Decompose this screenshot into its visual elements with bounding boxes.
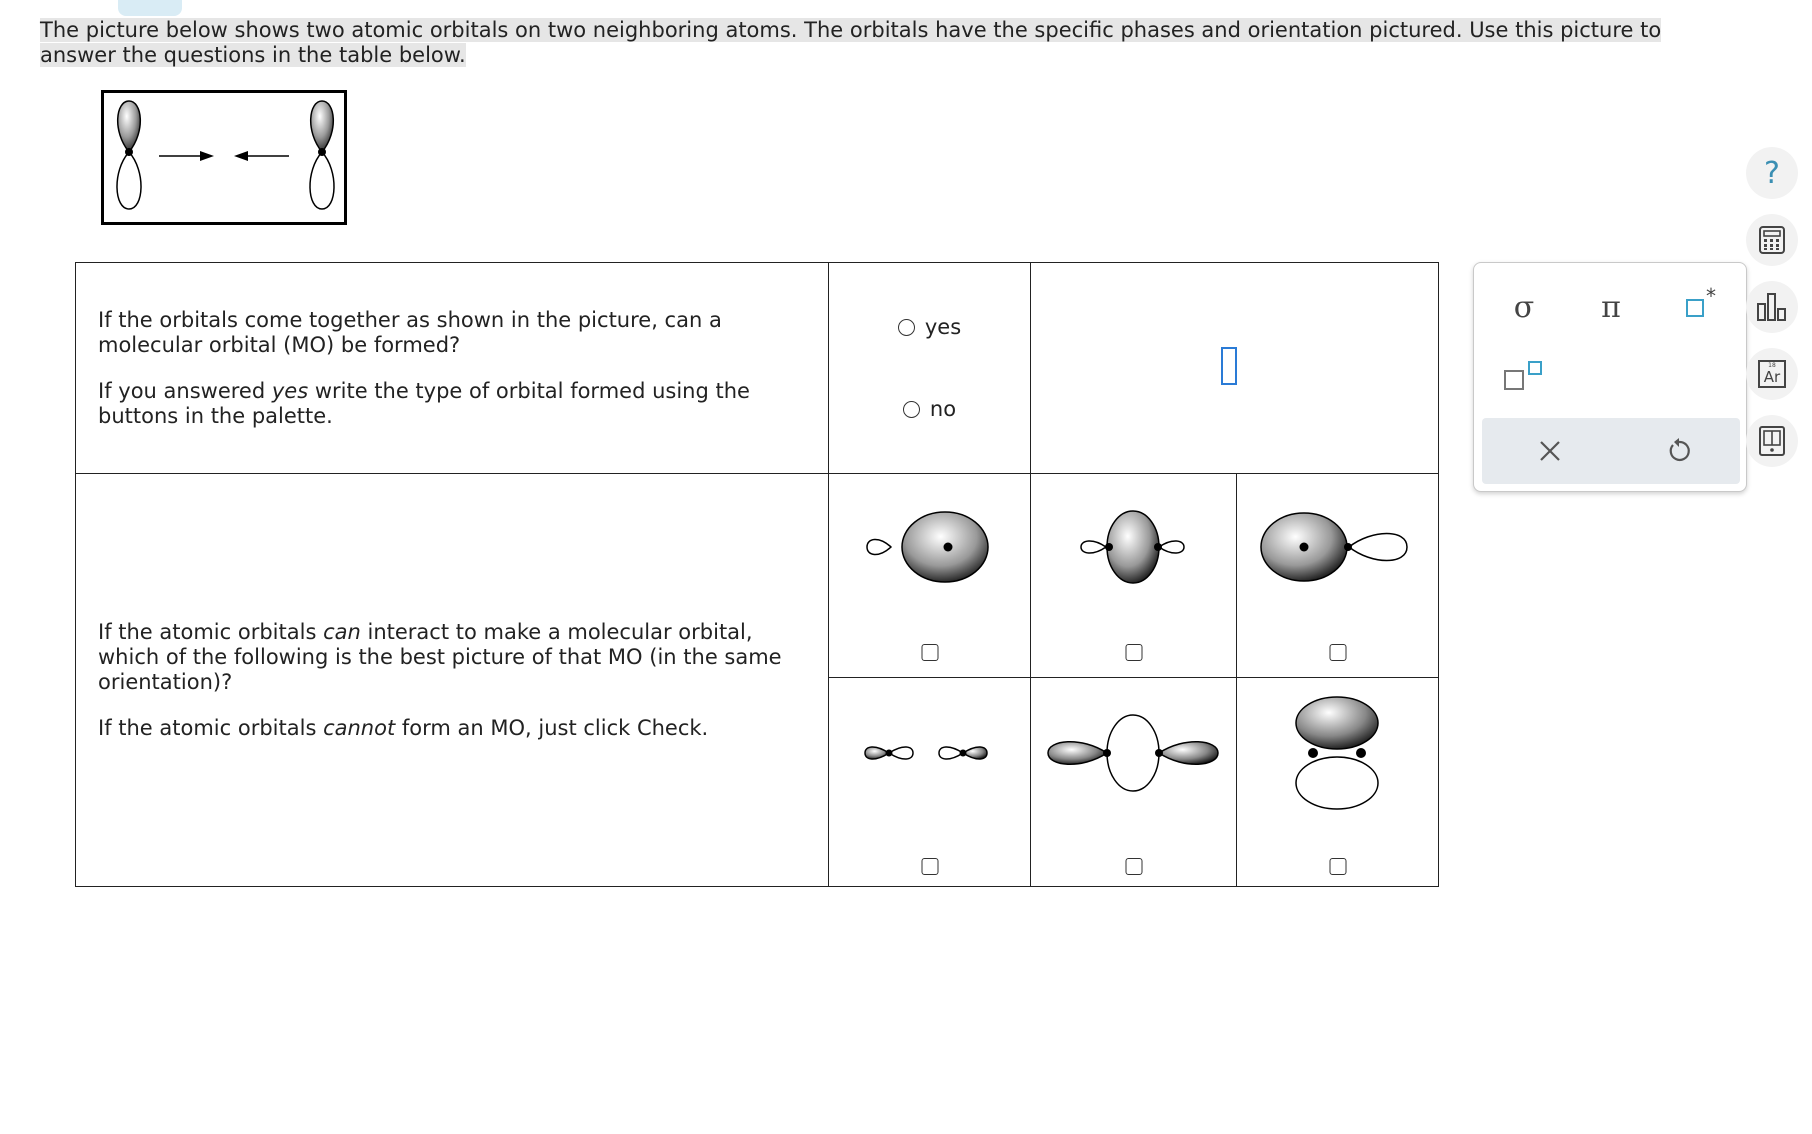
symbol-palette <box>1473 262 1747 492</box>
radio-no-circle[interactable] <box>903 401 920 418</box>
reference-button[interactable] <box>1746 415 1798 467</box>
q2-main-post: interact to make a molecular orbital, which of the following is the best picture of that MO (in the same orientation)? <box>98 619 782 694</box>
q2-main-em: can <box>323 619 361 644</box>
question2-main <box>98 620 808 695</box>
question-table <box>75 262 1439 887</box>
periodic-table-button[interactable] <box>1746 348 1798 400</box>
q2-followup-pre: If the atomic orbitals <box>98 715 324 740</box>
mo-answer-cell <box>1031 263 1439 474</box>
mo-option-5[interactable] <box>1031 678 1237 887</box>
radio-yes[interactable] <box>898 315 961 339</box>
help-icon: ? <box>1764 155 1780 191</box>
question1-text <box>76 263 829 474</box>
undo-icon <box>1665 437 1693 465</box>
mo-option-1[interactable] <box>829 474 1031 678</box>
mo-option-6[interactable] <box>1237 678 1439 887</box>
mo-option-1-checkbox[interactable] <box>921 644 938 661</box>
top-tab[interactable] <box>118 0 182 16</box>
close-icon <box>1537 438 1563 464</box>
mo-option-4-image <box>829 678 1031 887</box>
approach-arrows <box>159 151 289 161</box>
q2-followup-em: cannot <box>323 715 396 740</box>
chart-data-button[interactable] <box>1746 281 1798 333</box>
question2-followup <box>98 716 808 741</box>
mo-option-4-checkbox[interactable] <box>921 858 938 875</box>
mo-type-answer-input[interactable] <box>1221 347 1237 385</box>
mo-option-5-checkbox[interactable] <box>1125 858 1142 875</box>
q2-main-pre: If the atomic orbitals <box>98 619 324 644</box>
yes-no-cell <box>829 263 1031 474</box>
radio-no-label: no <box>929 397 957 421</box>
radio-no[interactable] <box>903 397 956 421</box>
calculator-icon <box>1757 225 1787 255</box>
question-prompt <box>40 18 1700 68</box>
book-icon <box>1757 425 1787 457</box>
superscript-box-icon <box>1528 361 1542 375</box>
mo-option-5-image <box>1031 678 1237 887</box>
mo-option-3[interactable] <box>1237 474 1439 678</box>
pi-button[interactable]: π <box>1601 290 1621 325</box>
right-p-orbital <box>310 101 334 209</box>
radio-yes-label: yes <box>924 315 962 339</box>
periodic-table-symbol: Ar <box>1763 368 1781 386</box>
mo-option-4[interactable] <box>829 678 1031 887</box>
bar-chart-icon <box>1755 290 1789 324</box>
left-p-orbital <box>117 101 141 209</box>
mo-option-2-checkbox[interactable] <box>1125 644 1142 661</box>
calculator-button[interactable] <box>1746 214 1798 266</box>
sigma-button[interactable]: σ <box>1513 290 1535 325</box>
star-box-icon <box>1686 299 1704 317</box>
mo-option-6-image <box>1237 678 1439 887</box>
star-superscript-button[interactable] <box>1676 284 1716 328</box>
mo-option-6-checkbox[interactable] <box>1329 858 1346 875</box>
q1-followup-em: yes <box>271 378 309 403</box>
help-button[interactable] <box>1746 147 1798 199</box>
q1-followup-pre: If you answered <box>98 378 272 403</box>
mo-option-2[interactable] <box>1031 474 1237 678</box>
q2-followup-post: form an MO, just click Check. <box>395 715 709 740</box>
question1-row <box>76 263 1439 474</box>
orbital-figure-svg <box>104 93 344 222</box>
question2-text <box>76 474 829 887</box>
palette-action-bar <box>1482 418 1740 484</box>
undo-button[interactable] <box>1665 437 1693 465</box>
prompt-text: The picture below shows two atomic orbitals on two neighboring atoms. The orbitals have the specific phases and orientation pictured. Use this picture to answer the questions in the table below. <box>40 18 1662 67</box>
question1-followup <box>98 379 808 429</box>
clear-button[interactable] <box>1537 438 1563 464</box>
periodic-table-icon <box>1758 360 1786 388</box>
orbital-figure <box>101 90 347 225</box>
mo-option-3-checkbox[interactable] <box>1329 644 1346 661</box>
star-icon: * <box>1706 284 1716 308</box>
radio-yes-circle[interactable] <box>898 319 915 336</box>
periodic-table-number: 18 <box>1768 362 1776 369</box>
superscript-button[interactable] <box>1502 353 1542 393</box>
base-box-icon <box>1504 370 1524 390</box>
question2-row <box>76 474 1439 678</box>
question1-main: If the orbitals come together as shown in the picture, can a molecular orbital (MO) be formed? <box>98 307 722 357</box>
q1-followup-post: write the type of orbital formed using the buttons in the palette. <box>98 378 750 428</box>
